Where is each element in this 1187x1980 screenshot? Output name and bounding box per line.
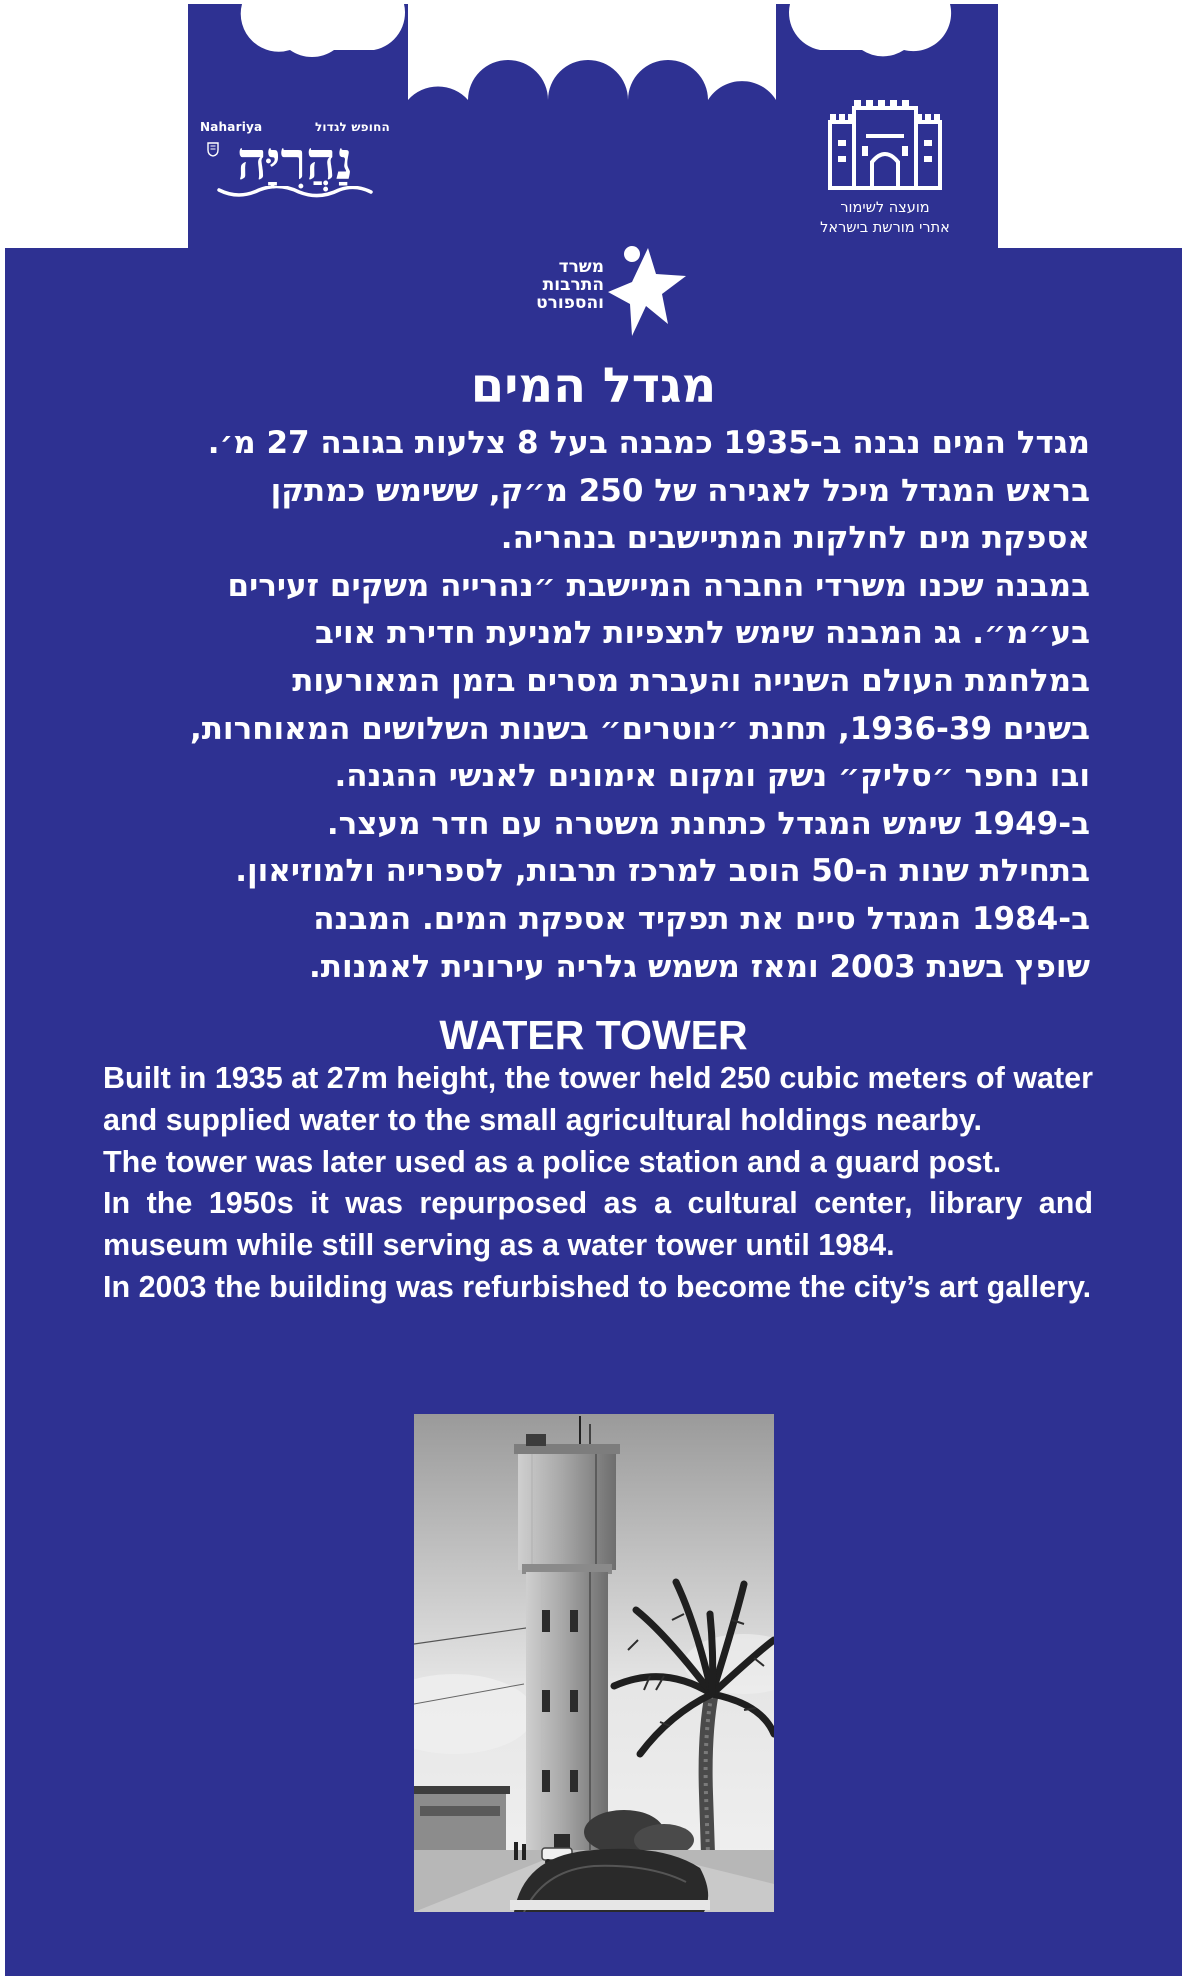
hebrew-title: מגדל המים: [470, 358, 717, 414]
hebrew-line: מגדל המים נבנה ב-1935 כמבנה בעל 8 צלעות בגובה 27 מ׳.: [207, 425, 1090, 461]
ministry-line-3: והספורט: [536, 293, 604, 313]
ministry-logo: [520, 244, 690, 344]
english-body: [103, 1058, 1093, 1309]
english-paragraph: In the 1950s it was repurposed as a cultural center, library and museum while still serving as a water tower until 1984.: [103, 1186, 1093, 1263]
hebrew-line: ב-1949 שימש המגדל כתחנת משטרה עם חדר מעצר.: [326, 805, 1090, 842]
council-line-1: מועצה לשימור: [840, 200, 930, 216]
city-logo: [200, 120, 390, 200]
ministry-line-2: התרבות: [542, 275, 604, 295]
hebrew-line: בראש המגדל מיכל לאגירה של 250 מ״ק, ששימש כמתקן: [270, 472, 1090, 509]
english-paragraph: In 2003 the building was refurbished to become the city’s art gallery.: [103, 1269, 1092, 1304]
hebrew-body: [100, 420, 1090, 991]
hebrew-line: בשנים 1936-39, תחנת ״נוטרים״ בשנות השלושים המאוחרות,: [189, 710, 1090, 747]
city-logo-tagline-he: החופש לגדול: [314, 120, 390, 134]
heritage-council-logo: [800, 100, 970, 238]
hebrew-line: בתחילת שנות ה-50 הוסב למרכז תרבות, לספרייה ולמוזיאון.: [235, 853, 1090, 890]
hebrew-line: בע״מ״. גג המבנה שימש לתצפיות למניעת חדירת אויב: [315, 615, 1090, 652]
hebrew-line: שופץ בשנת 2003 ומאז משמש גלריה עירונית לאמנות.: [309, 948, 1090, 985]
ministry-line-1: משרד: [558, 257, 604, 277]
water-tower-illustration: [414, 1414, 774, 1912]
castle-icon: [826, 100, 944, 192]
hebrew-line: ב-1984 המגדל סיים את תפקיד אספקת המים. המבנה: [313, 900, 1090, 937]
hebrew-line: ובו נחפר ״סליק״ נשק ומקום אימונים לאנשי ההגנה.: [334, 758, 1090, 795]
english-paragraph: Built in 1935 at 27m height, the tower held 250 cubic meters of water and supplied water to the small agricultural holdings nearby.: [103, 1061, 1093, 1137]
council-line-2: אתרי מורשת בישראל: [820, 220, 950, 236]
hebrew-line: במלחמת העולם השנייה והעברת מסרים בזמן המאורעות: [292, 662, 1090, 699]
english-paragraph: The tower was later used as a police station and a guard post.: [103, 1144, 1002, 1179]
shield-icon: [207, 142, 219, 157]
water-tower-photo: [414, 1414, 774, 1912]
city-logo-name: נַהֲרִיָּה: [237, 131, 353, 192]
city-logo-tagline-en: Nahariya: [200, 120, 263, 134]
english-title: WATER TOWER: [439, 1012, 748, 1058]
hebrew-line: במבנה שכנו משרדי החברה המיישבת ״נהרייה משקים זעירים: [227, 567, 1090, 604]
star-figure-icon: [602, 244, 688, 340]
hebrew-line: אספקת מים לחלקות המתיישבים בנהריה.: [500, 520, 1090, 557]
ministry-text: [520, 258, 604, 312]
